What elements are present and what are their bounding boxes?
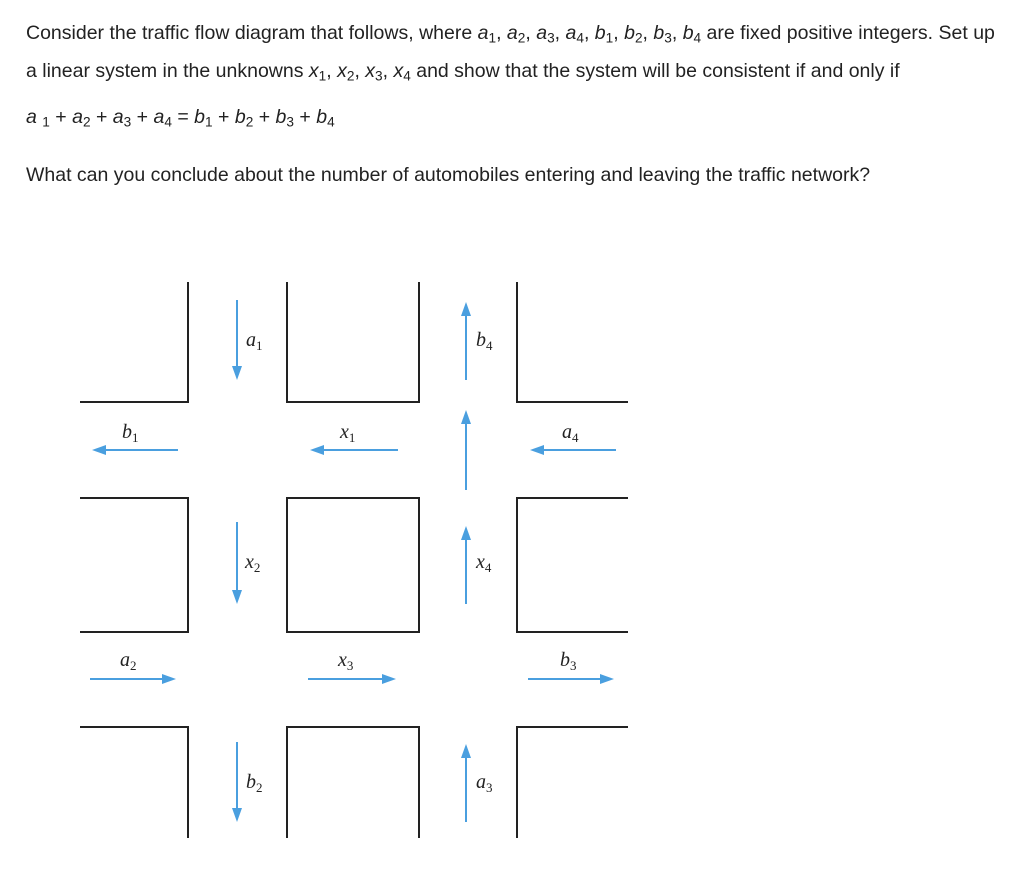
block-top-middle — [287, 282, 419, 402]
question-text: What can you conclude about the number of automobiles entering and leaving the traffic network? — [26, 163, 871, 186]
label-b2: $b_2$ — [246, 771, 263, 795]
consistency-equation: a $_1 + a_2 + a_3 + a_4 = b_1 + b_2 + b_3 + b_4$ — [26, 106, 335, 130]
label-a2: $a_2$ — [120, 649, 137, 673]
block-mid-right — [517, 498, 628, 632]
arrow-a2-head — [162, 674, 176, 684]
block-bottom-left — [80, 727, 188, 838]
problem-text — [26, 14, 1006, 213]
block-top-right — [517, 282, 628, 402]
arrow-a3-head — [461, 744, 471, 758]
traffic-diagram — [0, 260, 700, 850]
block-bottom-middle — [287, 727, 419, 838]
road-boundaries — [80, 282, 628, 838]
arrow-b3-head — [600, 674, 614, 684]
label-b1: $b_1$ — [122, 421, 139, 445]
label-x2: $x_2$ — [245, 551, 261, 575]
label-x1: $x_1$ — [340, 421, 356, 445]
arrow-b1-head — [92, 445, 106, 455]
block-mid-left — [80, 498, 188, 632]
label-b3: $b_3$ — [560, 649, 577, 673]
label-b4: $b_4$ — [476, 329, 493, 353]
arrow-center-up-head — [461, 410, 471, 424]
problem-intro: Consider the traffic flow diagram that follows, where $a_1$, $a_2$, $a_3$, $a_4$, $b_1$, $b_2$, $b_3$, $b_4$ are fixed positive integers. Set up a linear system in the unknowns $x_1$, $x_2$, $x_3$, $x_4$ and show that the system will be consistent if and only if — [26, 22, 995, 84]
label-x4: $x_4$ — [476, 551, 492, 575]
label-a3: $a_3$ — [476, 771, 493, 795]
label-x3: $x_3$ — [338, 649, 354, 673]
arrow-x3-head — [382, 674, 396, 684]
arrow-a4-head — [530, 445, 544, 455]
arrow-b2-head — [232, 808, 242, 822]
block-center — [287, 498, 419, 632]
block-bottom-right — [517, 727, 628, 838]
arrow-x4-head — [461, 526, 471, 540]
arrow-a1-head — [232, 366, 242, 380]
flow-arrows — [90, 300, 616, 822]
block-top-left — [80, 282, 188, 402]
label-a4: $a_4$ — [562, 421, 579, 445]
label-a1: $a_1$ — [246, 329, 263, 353]
arrow-b4-head — [461, 302, 471, 316]
arrow-x1-head — [310, 445, 324, 455]
arrow-x2-head — [232, 590, 242, 604]
